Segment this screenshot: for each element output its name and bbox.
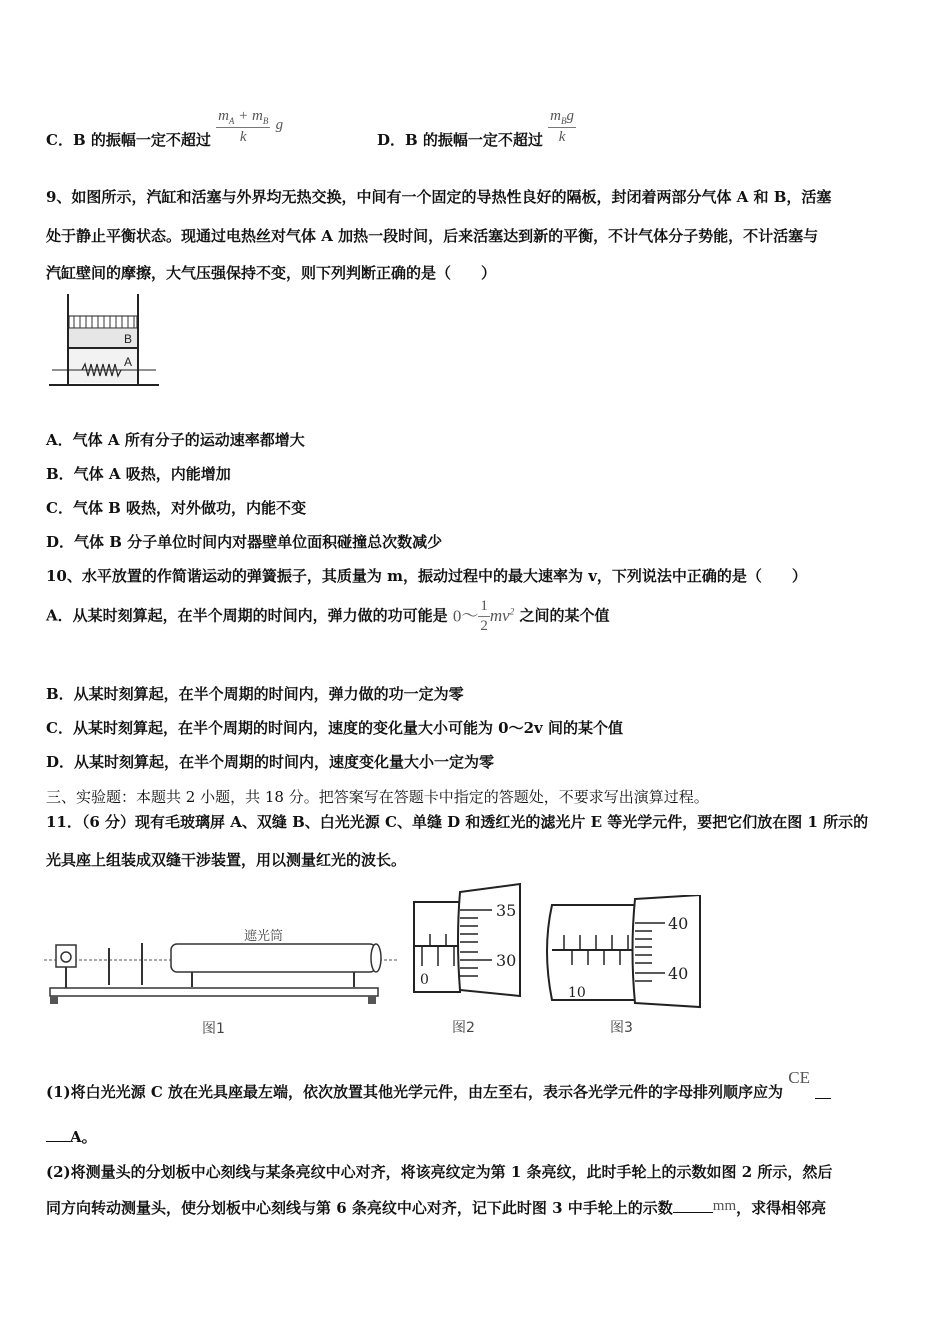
q8-option-d-label: D．B 的振幅一定不超过 <box>377 131 543 149</box>
q10-option-c: C．从某时刻算起，在半个周期的时间内，速度的变化量大小可能为 0～2v 间的某个值 <box>46 719 623 737</box>
q11-part2-line2-post: ，求得相邻亮 <box>736 1199 827 1217</box>
q11-part1 <box>46 1068 831 1102</box>
q11-part2-line2 <box>46 1197 826 1218</box>
q11-stem-line2: 光具座上组装成双缝干涉装置，用以测量红光的波长。 <box>46 851 407 869</box>
q8-option-d-fraction: $\frac{m_Bg}{k}$ <box>550 108 574 145</box>
q11-part2-unit: mm <box>712 1198 737 1214</box>
q11-figure3-caption: 图3 <box>610 1020 633 1036</box>
q8-option-c-g: g <box>275 117 284 133</box>
q11-figure3-ten: 10 <box>568 985 586 1001</box>
q10-option-a-pre: A．从某时刻算起，在半个周期的时间内，弹力做的功可能是 <box>46 606 448 625</box>
q9-option-b: B．气体 A 吸热，内能增加 <box>46 465 231 483</box>
q9-stem-line2: 处于静止平衡状态。现通过电热丝对气体 A 加热一段时间，后来活塞达到新的平衡，不计气体分子势能，不计活塞与 <box>46 227 819 245</box>
q8-option-d <box>377 108 576 150</box>
q11-part2-line1: (2)将测量头的分划板中心刻线与某条亮纹中心对齐，将该亮纹定为第 1 条亮纹，此时手轮上的示数如图 2 所示，然后 <box>46 1163 833 1181</box>
q11-part1-blank-b <box>46 1141 70 1142</box>
q8-option-c-fraction: $\frac{m_A + m_B}{k}$ <box>218 108 269 145</box>
q8-option-c-label: C．B 的振幅一定不超过 <box>46 131 211 149</box>
q11-part1-end: A。 <box>46 1126 97 1147</box>
q11-part2-line2-pre: 同方向转动测量头，使分划板中心刻线与第 6 条亮纹中心对齐，记下此时图 3 中手轮上的示数 <box>46 1199 673 1217</box>
q9-figure-label-b: B <box>124 332 133 346</box>
q10-stem: 10、水平放置的作简谐运动的弹簧振子，其质量为 m，振动过程中的最大速率为 v，下列说法中正确的是（ ） <box>46 567 807 585</box>
q9-option-a: A．气体 A 所有分子的运动速率都增大 <box>46 431 305 449</box>
q9-stem-line1: 9、如图所示，汽缸和活塞与外界均无热交换，中间有一个固定的导热性良好的隔板，封闭着两部分气体 A 和 B，活塞 <box>46 188 832 206</box>
q11-figure3-micrometer <box>540 895 710 1040</box>
q11-part1-answer: CE <box>788 1068 810 1087</box>
q10-option-b: B．从某时刻算起，在半个周期的时间内，弹力做的功一定为零 <box>46 685 464 703</box>
q10-option-a-mv: $mv^2$ <box>489 605 515 625</box>
q11-figure2-zero: 0 <box>420 972 429 988</box>
q11-part2-blank <box>673 1212 713 1213</box>
q11-figure3-tick-bottom: 40 <box>668 964 689 983</box>
q11-figure1-caption: 图1 <box>202 1021 225 1037</box>
q11-figure2-caption: 图2 <box>452 1020 475 1036</box>
q10-option-a-fraction: $\frac{1}{2}$ <box>480 598 488 634</box>
q9-stem-line3: 汽缸壁间的摩擦，大气压强保持不变，则下列判断正确的是（ ） <box>46 264 497 282</box>
q10-option-d: D．从某时刻算起，在半个周期的时间内，速度变化量大小一定为零 <box>46 753 495 771</box>
q9-figure-label-a: A <box>124 355 133 369</box>
section3-heading: 三、实验题：本题共 2 小题，共 18 分。把答案写在答题卡中指定的答题处，不要求写出演算过程。 <box>46 788 709 806</box>
q11-stem-line1: 11．（6 分）现有毛玻璃屏 A、双缝 B、白光光源 C、单缝 D 和透红光的滤光片 E 等光学元件，要把它们放在图 1 所示的 <box>46 813 869 831</box>
q10-option-a-range: 0～ <box>452 606 479 626</box>
q9-option-c: C．气体 B 吸热，对外做功，内能不变 <box>46 499 307 517</box>
q9-option-d: D．气体 B 分子单位时间内对器壁单位面积碰撞总次数减少 <box>46 533 443 551</box>
q10-option-a <box>46 598 609 635</box>
q11-part1-text: (1)将白光光源 C 放在光具座最左端，依次放置其他光学元件，由左至右，表示各光学元件的字母排列顺序应为 <box>46 1083 784 1101</box>
q11-figure2-micrometer <box>410 880 535 1040</box>
q11-figure3-tick-top: 40 <box>668 914 689 933</box>
q10-option-a-post: 之间的某个值 <box>519 606 610 625</box>
q11-figure1-optical-bench <box>44 915 404 1040</box>
q8-option-c <box>46 108 283 150</box>
q11-part1-blank-a <box>815 1098 831 1099</box>
q9-cylinder-figure <box>44 292 164 392</box>
q11-figure2-tick-30: 30 <box>496 951 517 970</box>
q11-figure2-tick-35: 35 <box>496 901 517 920</box>
q11-figure1-tube-label: 遮光筒 <box>244 929 284 944</box>
